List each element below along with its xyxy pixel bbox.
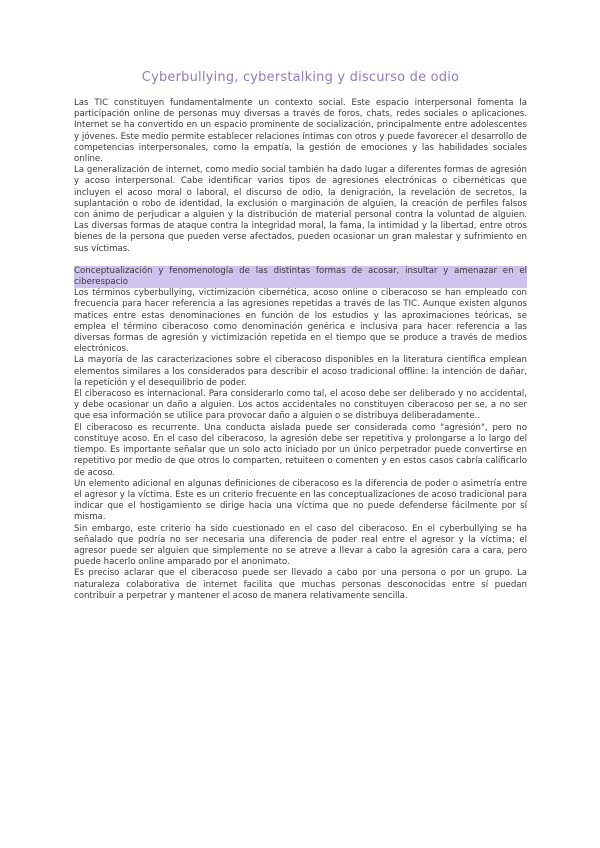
- intro-paragraph-2: La generalización de internet, como medio social también ha dado lugar a diferentes formas de agresión y acoso interpersonal. Cabe identificar varios tipos de agresiones electrónicas o cibernéticas que incluyen el acoso moral o laboral, el discurso de odio, la denigración, la revelación de secretos, la suplantación o robo de identidad, la exclusión o marginación de alguien, la creación de perfiles falsos con ánimo de perjudicar a alguien y la distribución de material personal contra la voluntad de alguien. Las diversas formas de ataque contra la integridad moral, la fama, la intimidad y la libertad, entre otros bienes de la persona que pueden verse afectados, pueden ocasionar un gran malestar y sufrimiento en sus víctimas.: [74, 165, 527, 254]
- section-paragraph-6: Sin embargo, este criterio ha sido cuestionado en el caso del ciberacoso. En el cyberbullying se ha señalado que podría no ser necesaria una diferencia de poder real entre el agresor y la víctima; el agresor puede ser alguien que simplemente no se atreve a llevar a cabo la agresión cara a cara, pero puede hacerlo online amparado por el anonimato.: [74, 523, 527, 568]
- section-paragraph-2: La mayoría de las caracterizaciones sobre el ciberacoso disponibles en la literatura científica emplean elementos similares a los considerados para describir el acoso tradicional offline: la intención de dañar, la repetición y el desequilibrio de poder.: [74, 355, 527, 388]
- intro-paragraph-1: Las TIC constituyen fundamentalmente un contexto social. Este espacio interpersonal fomenta la participación online de personas muy diversas a través de foros, chats, redes sociales o aplicaciones. Internet se ha convertido en un espacio prominente de socialización, principalmente entre adolescentes y jóvenes. Este medio permite establecer relaciones íntimas con otros y puede favorecer el desarrollo de competencias interpersonales, como la empatía, la gestión de emociones y las habilidades sociales online.: [74, 98, 527, 165]
- section-paragraph-4: El ciberacoso es recurrente. Una conducta aislada puede ser considerada como "agresión", pero no constituye acoso. En el caso del ciberacoso, la agresión debe ser repetitiva y prolongarse a lo largo del tiempo. Es importante señalar que un solo acto iniciado por un único perpetrador puede convertirse en repetitivo por medio de que otros lo comparten, retuiteen o comenten y en estos casos cabría calificarlo de acoso.: [74, 422, 527, 478]
- section-paragraph-7: Es preciso aclarar que el ciberacoso puede ser llevado a cabo por una persona o por un grupo. La naturaleza colaborativa de internet facilita que muchas personas desconocidas entre sí puedan contribuir a perpetrar y mantener el acoso de manera relativamente sencilla.: [74, 568, 527, 601]
- section-heading: Conceptualización y fenomenología de las distintas formas de acosar, insultar y amenazar en el ciberespacio: [74, 265, 527, 288]
- section-paragraph-3: El ciberacoso es internacional. Para considerarlo como tal, el acoso debe ser deliberado y no accidental, y debe ocasionar un daño a alguien. Los actos accidentales no constituyen ciberacoso per se, a no ser que esa información se utilice para provocar daño a alguien o se distribuya deliberadamente..: [74, 389, 527, 422]
- section-paragraph-1: Los términos cyberbullying, victimización cibernética, acoso online o ciberacoso se han empleado con frecuencia para hacer referencia a las agresiones repetidas a través de las TIC. Aunque existen algunos matices entre estas denominaciones en función de los estudios y las aproximaciones teóricas, se emplea el término ciberacoso como denominación genérica e inclusiva para hacer referencia a las diversas formas de agresión y victimización repetida en el tiempo que se produce a través de medios electrónicos.: [74, 288, 527, 355]
- document-title: Cyberbullying, cyberstalking y discurso de odio: [141, 70, 460, 85]
- spacer: [74, 255, 527, 266]
- section-paragraph-5: Un elemento adicional en algunas definiciones de ciberacoso es la diferencia de poder o asimetría entre el agresor y la víctima. Este es un criterio frecuente en las conceptualizaciones de acoso tradicional para indicar que el hostigamiento se dirige hacia una víctima que no puede defenderse fácilmente por sí misma.: [74, 478, 527, 523]
